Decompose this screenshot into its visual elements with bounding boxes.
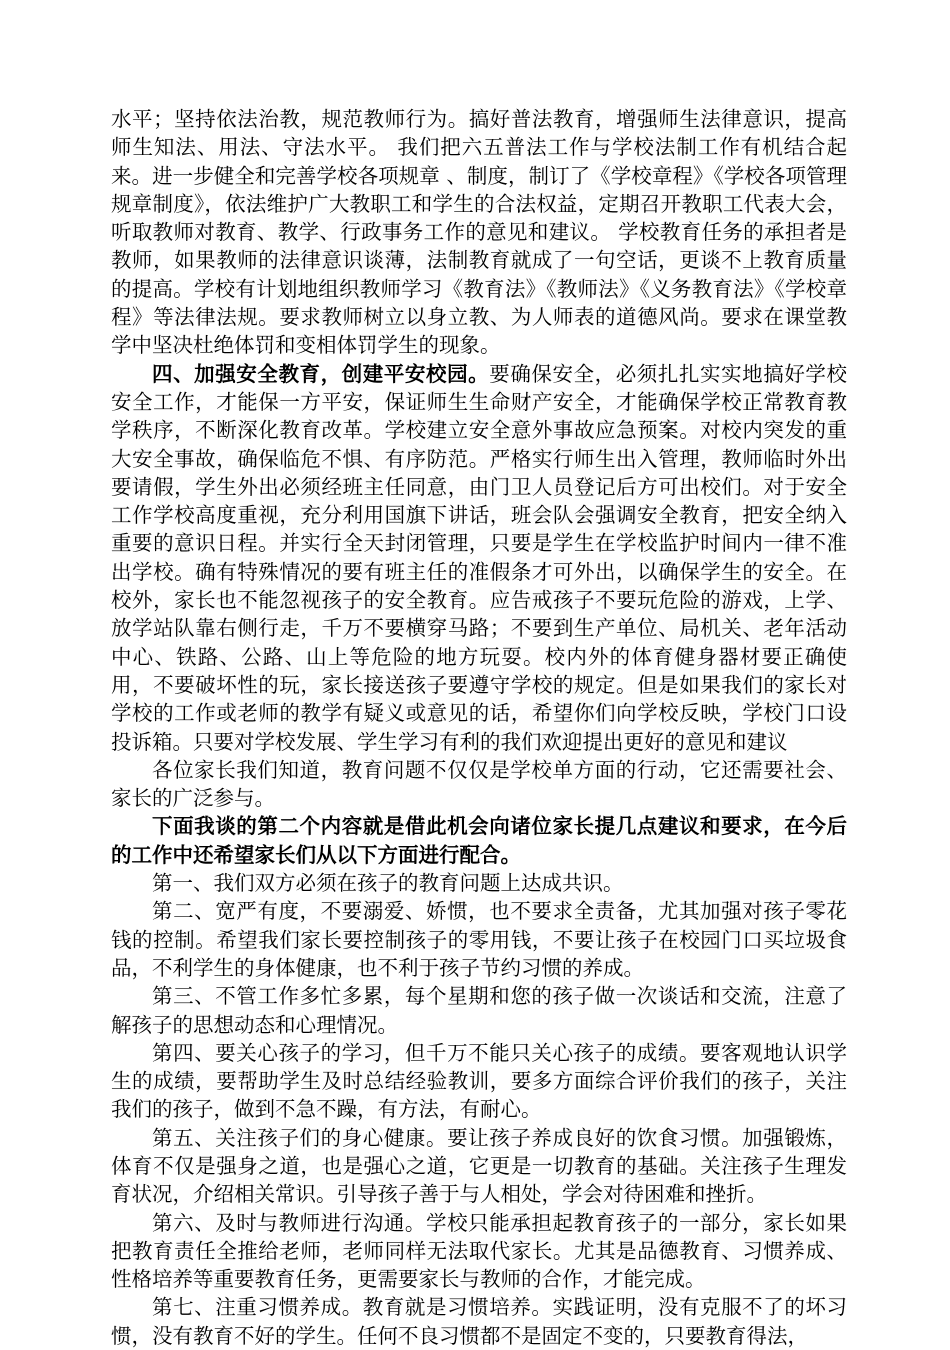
paragraph-continued <box>111 105 847 360</box>
list-item-5 <box>111 1124 847 1209</box>
paragraph-text: 水平；坚持依法治教，规范教师行为。搞好普法教育，增强师生法律意识，提高师生知法、用法、守法水平。 我们把六五普法工作与学校法制工作有机结合起来。进一步健全和完善学校各项规章 、制度，制订了《学校章程》《学校各项管理规章制度》，依法维护广大教职工和学生的合法权益，定期召开教职工代表大会，听取教师对教育、教学、行政事务工作的意见和建议。 学校教育任务的承担者是教师，如果教师的法律意识谈薄，法制教育就成了一句空话，更谈不上教育质量的提高。学校有计划地组织教师学习《教育法》《教师法》《义务教育法》《学校章程》等法律法规。要求教师树立以身立教、为人师表的道德风尚。要求在课堂教学中坚决杜绝体罚和变相体罚学生的现象。 <box>111 107 847 358</box>
paragraph-text: 各位家长我们知道，教育问题不仅仅是学校单方面的行动，它还需要社会、家长的广泛参与。 <box>111 757 847 811</box>
document-page <box>111 105 847 1350</box>
section-heading-safety: 四、加强安全教育，创建平安校园。 <box>152 361 490 386</box>
paragraph-text: 要确保安全，必须扎扎实实地搞好学校安全工作，才能保一方平安，保证师生生命财产安全，才能确保学校正常教育教学秩序，不断深化教育改革。学校建立安全意外事故应急预案。对校内突发的重大安全事故，确保临危不惧、有序防范。严格实行师生出入管理，教师临时外出要请假，学生外出必须经班主任同意，由门卫人员登记后方可出校们。对于安全工作学校高度重视，充分利用国旗下讲话，班会队会强调安全教育，把安全纳入重要的意识日程。并实行全天封闭管理，只要是学生在学校监护时间内一律不准出学校。确有特殊情况的要有班主任的准假条才可外出，以确保学生的安全。在校外，家长也不能忽视孩子的安全教育。应告戒孩子不要玩危险的游戏，上学、放学站队靠右侧行走，千万不要横穿马路；不要到生产单位、局机关、老年活动中心、铁路、公路、山上等危险的地方玩耍。校内外的体育健身器材要正确使用，不要破坏性的玩，家长接送孩子要遵守学校的规定。但是如果我们的家长对学校的工作或老师的教学有疑义或意见的话，希望你们向学校反映，学校门口设投诉箱。只要对学校发展、学生学习有利的我们欢迎提出更好的意见和建议 <box>111 361 847 754</box>
list-item-6 <box>111 1209 847 1294</box>
paragraph-text: 第四、要关心孩子的学习，但千万不能只关心孩子的成绩。要客观地认识学生的成绩，要帮助学生及时总结经验教训，要多方面综合评价我们的孩子，关注我们的孩子，做到不急不躁，有方法，有耐心。 <box>111 1040 847 1122</box>
paragraph-text: 第六、及时与教师进行沟通。学校只能承担起教育孩子的一部分，家长如果把教育责任全推给老师，老师同样无法取代家长。尤其是品德教育、习惯养成、性格培养等重要教育任务，更需要家长与教师的合作，才能完成。 <box>111 1210 847 1292</box>
paragraph-text: 第二、宽严有度，不要溺爱、娇惯，也不要求全责备，尤其加强对孩子零花钱的控制。希望我们家长要控制孩子的零用钱，不要让孩子在校园门口买垃圾食品，不利学生的身体健康，也不利于孩子节约习惯的养成。 <box>111 899 847 980</box>
section-heading-second-topic: 下面我谈的第二个内容就是借此机会向诸位家长提几点建议和要求，在今后的工作中还希望家长们从以下方面进行配合。 <box>111 814 847 867</box>
list-item-1 <box>111 869 847 897</box>
list-item-4 <box>111 1039 847 1124</box>
paragraph-text: 第七、注重习惯养成。教育就是习惯培养。实践证明，没有克服不了的坏习惯，没有教育不好的学生。任何不良习惯都不是固定不变的，只要教育得法， <box>111 1295 847 1348</box>
paragraph-second-topic <box>111 812 847 869</box>
list-item-3 <box>111 982 847 1039</box>
paragraph-safety <box>111 360 847 756</box>
list-item-7 <box>111 1293 847 1350</box>
paragraph-text: 第三、不管工作多忙多累，每个星期和您的孩子做一次谈话和交流，注意了解孩子的思想动态和心理情况。 <box>111 984 847 1037</box>
paragraph-text: 第一、我们双方必须在孩子的教育问题上达成共识。 <box>152 871 624 896</box>
list-item-2 <box>111 897 847 982</box>
paragraph-parents-intro <box>111 756 847 813</box>
paragraph-text: 第五、关注孩子们的身心健康。要让孩子养成良好的饮食习惯。加强锻炼，体育不仅是强身之道，也是强心之道，它更是一切教育的基础。关注孩子生理发育状况，介绍相关常识。引导孩子善于与人相处，学会对待困难和挫折。 <box>111 1125 847 1207</box>
